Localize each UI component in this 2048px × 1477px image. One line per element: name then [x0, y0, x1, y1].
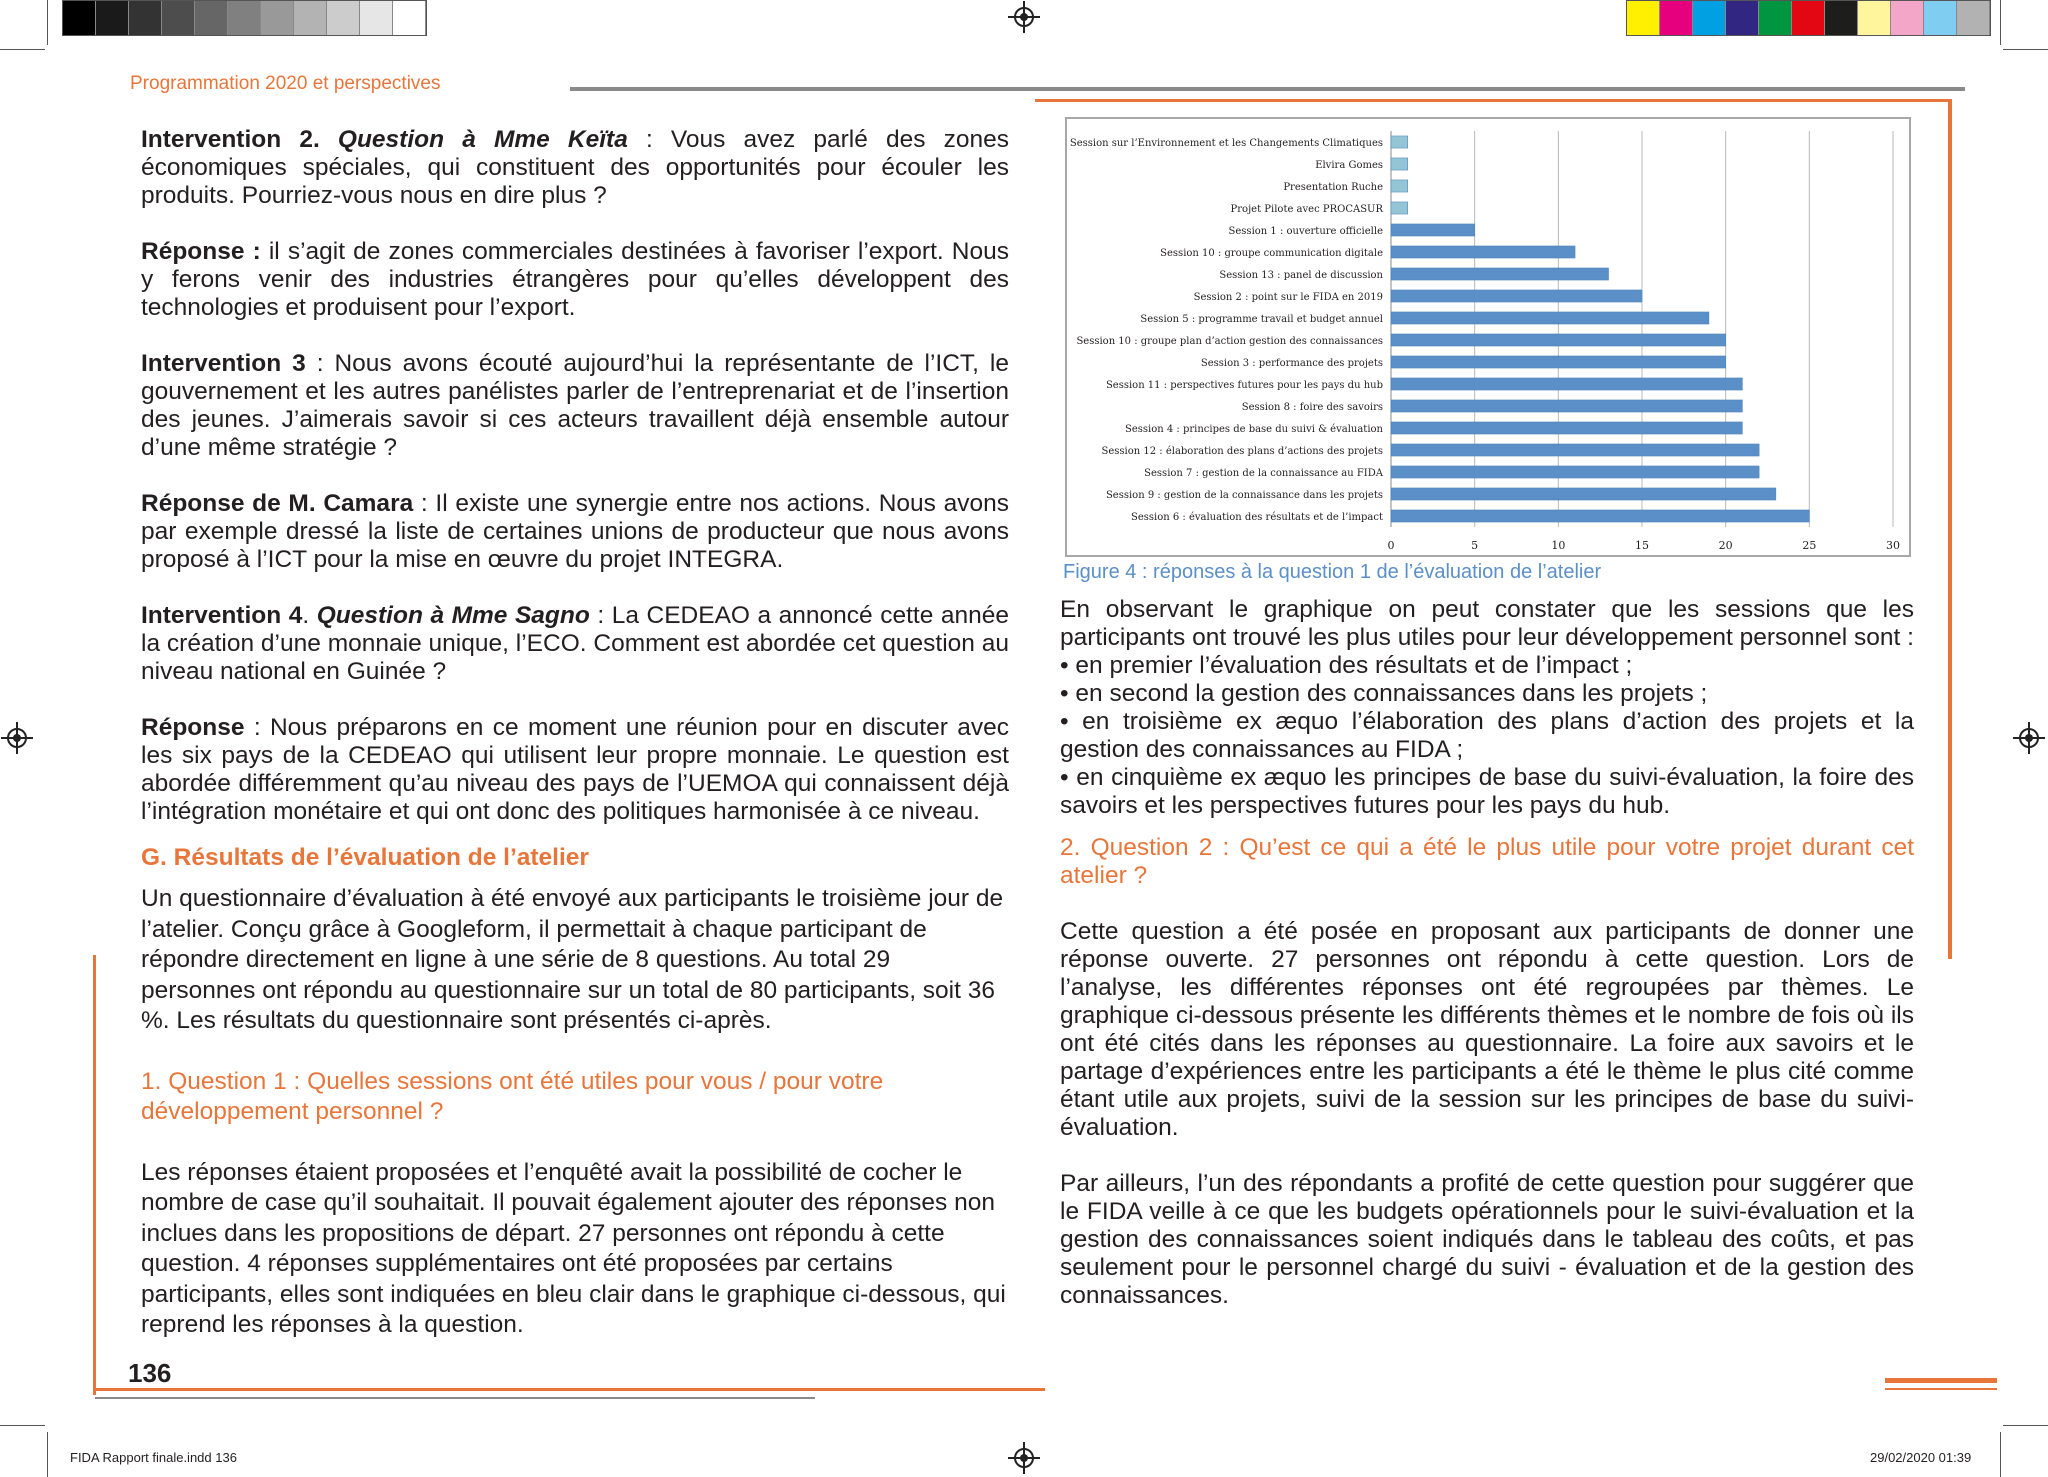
x-tick-label: 0: [1387, 539, 1395, 552]
question-2-heading: 2. Question 2 : Qu’est ce qui a été le plus utile pour votre projet durant cet atelier ?: [1060, 834, 1914, 889]
process-color-bar: [1626, 0, 1991, 36]
color-swatch: [195, 1, 228, 35]
category-label: Session 7 : gestion de la connaissance au FIDA: [1144, 468, 1383, 479]
bar: [1391, 356, 1726, 368]
category-label: Presentation Ruche: [1283, 182, 1383, 193]
category-label: Session 9 : gestion de la connaissance dans les projets: [1105, 490, 1383, 501]
paragraph-observation: En observant le graphique on peut constater que les sessions que les participants ont trouvé les plus utiles pour leur développement personnel sont :: [1060, 596, 1914, 651]
registration-mark-right: [2019, 728, 2039, 748]
color-swatch: [1660, 1, 1693, 35]
list-item: • en second la gestion des connaissances dans les projets ;: [1060, 680, 1708, 707]
crop-mark: [47, 1432, 48, 1477]
paragraph-intervention-2: Intervention 2. Question à Mme Keïta : Vous avez parlé des zones économiques spéciales, qui constituent des opportunités pour écouler les produits. Pourriez-vous nous en dire plus ?: [141, 126, 1010, 209]
x-tick-label: 20: [1718, 539, 1733, 552]
color-swatch: [393, 1, 426, 35]
bar: [1391, 158, 1408, 170]
frame-top-line: [1035, 99, 1952, 102]
category-label: Session sur l’Environnement et les Changements Climatiques: [1069, 138, 1383, 149]
bar: [1391, 136, 1408, 148]
bar: [1391, 246, 1575, 258]
bottom-rule-grey: [95, 1397, 815, 1399]
bar: [1391, 378, 1742, 390]
category-label: Session 12 : élaboration des plans d’actions des projets: [1101, 446, 1383, 457]
bar: [1391, 312, 1709, 324]
color-swatch: [1693, 1, 1726, 35]
bar: [1391, 400, 1742, 412]
running-head: Programmation 2020 et perspectives: [130, 73, 441, 94]
bar: [1391, 334, 1726, 346]
color-swatch: [1726, 1, 1759, 35]
date-slug: 29/02/2020 01:39: [1870, 1450, 1972, 1465]
crop-mark: [0, 1425, 45, 1426]
x-tick-label: 5: [1471, 539, 1479, 552]
paragraph-suggestion: Par ailleurs, l’un des répondants a profité de cette question pour suggérer que le FIDA veille à ce que les budgets opérationnels pour le suivi-évaluation et la gestion des connaissances soient indiqués dans le tableau des coûts, et pas seulement pour le personnel chargé du suivi - évaluation et de la gestion des connaissances.: [1060, 1170, 1914, 1309]
list-item: • en cinquième ex æquo les principes de base du suivi-évaluation, la foire des savoirs et les perspectives futures pour les pays du hub.: [1060, 764, 1914, 819]
x-tick-label: 25: [1802, 539, 1817, 552]
bottom-right-rule: [1885, 1378, 1997, 1383]
header-rule: [570, 87, 1965, 91]
bar: [1391, 180, 1408, 192]
color-swatch: [1627, 1, 1660, 35]
category-label: Session 10 : groupe communication digitale: [1160, 248, 1383, 259]
category-label: Session 11 : perspectives futures pour les pays du hub: [1105, 380, 1383, 391]
x-tick-label: 10: [1551, 539, 1566, 552]
page-number: 136: [128, 1358, 172, 1388]
crop-mark: [2003, 49, 2048, 50]
bar: [1391, 422, 1742, 434]
bar: [1391, 466, 1759, 478]
paragraph-questionnaire: Un questionnaire d’évaluation à été envoyé aux participants le troisième jour de l’atelier. Conçu grâce à Googleform, il permettait à chaque participant de répondre directement en ligne à une série de 8 questions. Au total 29 personnes ont répondu au questionnaire sur un total de 80 participants, soit 36 %. Les résultats du questionnaire sont présentés ci-après.: [141, 885, 1004, 1034]
bar: [1391, 290, 1642, 302]
bottom-rule: [95, 1388, 1045, 1391]
category-label: Elvira Gomes: [1315, 160, 1383, 171]
file-slug: FIDA Rapport finale.indd 136: [70, 1450, 237, 1465]
category-label: Session 2 : point sur le FIDA en 2019: [1193, 292, 1383, 303]
paragraph-reponse-2: Réponse : Nous préparons en ce moment une réunion pour en discuter avec les six pays de la CEDEAO qui utilisent leur propre monnaie. Le question est abordée différemment qu’au niveau des pays de l’UEMOA qui connaissent déjà l’intégration monétaire et qui ont donc des politiques harmonisée à ce niveau.: [141, 714, 1009, 825]
category-label: Session 13 : panel de discussion: [1219, 270, 1383, 281]
grey-color-bar: [62, 0, 427, 36]
crop-mark: [47, 0, 48, 45]
bar-chart-svg: [1067, 119, 1909, 555]
paragraph-reponses: Les réponses étaient proposées et l’enquêté avait la possibilité de cocher le nombre de case qu’il souhaitait. Il pouvait également ajouter des réponses non inclues dans les propositions de départ. 27 personnes ont répondu à cette question. 4 réponses supplémentaires ont été proposées par certains participants, elles sont indiquées en bleu clair dans le graphique ci-dessous, qui reprend les réponses à la question.: [141, 1158, 1006, 1338]
list-item: • en troisième ex æquo l’élaboration des plans d’action des projets et la gestion des connaissances au FIDA ;: [1060, 708, 1914, 763]
color-swatch: [1792, 1, 1825, 35]
color-swatch: [1891, 1, 1924, 35]
category-label: Session 10 : groupe plan d’action gestion des connaissances: [1076, 336, 1383, 347]
color-swatch: [1957, 1, 1990, 35]
frame-left-line: [93, 955, 96, 1395]
color-swatch: [1759, 1, 1792, 35]
registration-mark-left: [7, 728, 27, 748]
color-swatch: [63, 1, 96, 35]
paragraph-reponse-1: Réponse : il s’agit de zones commerciales destinées à favoriser l’export. Nous y ferons venir des industries étrangères pour qu’elles développent des technologies et produisent pour l’export.: [141, 238, 1009, 321]
crop-mark: [2000, 0, 2001, 45]
figure-caption: Figure 4 : réponses à la question 1 de l’évaluation de l’atelier: [1063, 561, 1602, 583]
right-column: [1060, 596, 1914, 1338]
x-tick-label: 15: [1635, 539, 1649, 552]
section-heading: G. Résultats de l’évaluation de l’atelier: [141, 844, 589, 871]
color-swatch: [327, 1, 360, 35]
list-item: • en premier l’évaluation des résultats et de l’impact ;: [1060, 652, 1633, 679]
bottom-right-rule-thin: [1885, 1388, 1997, 1390]
category-label: Session 3 : performance des projets: [1200, 358, 1383, 369]
color-swatch: [96, 1, 129, 35]
category-label: Projet Pilote avec PROCASUR: [1230, 204, 1383, 215]
bar: [1391, 268, 1609, 280]
question-1-heading: 1. Question 1 : Quelles sessions ont été utiles pour vous / pour votre développement personnel ?: [141, 1067, 884, 1125]
x-tick-label: 30: [1886, 539, 1900, 552]
bar: [1391, 488, 1776, 500]
color-swatch: [129, 1, 162, 35]
bar: [1391, 202, 1408, 214]
color-swatch: [1825, 1, 1858, 35]
category-label: Session 1 : ouverture officielle: [1228, 226, 1383, 237]
color-swatch: [1924, 1, 1957, 35]
bar: [1391, 510, 1809, 522]
color-swatch: [261, 1, 294, 35]
color-swatch: [294, 1, 327, 35]
crop-mark: [2000, 1432, 2001, 1477]
category-label: Session 6 : évaluation des résultats et de l’impact: [1130, 512, 1383, 523]
color-swatch: [228, 1, 261, 35]
color-swatch: [360, 1, 393, 35]
crop-mark: [2003, 1425, 2048, 1426]
crop-mark: [0, 49, 45, 50]
bar-chart: [1065, 117, 1911, 557]
color-swatch: [162, 1, 195, 35]
category-label: Session 5 : programme travail et budget annuel: [1140, 314, 1383, 325]
paragraph-reponse-camara: Réponse de M. Camara : Il existe une synergie entre nos actions. Nous avons par exemple dressé la liste de certaines unions de producteur que nous avons proposé à l’ICT pour la mise en œuvre du projet INTEGRA.: [141, 490, 1009, 573]
paragraph-intervention-3: Intervention 3 : Nous avons écouté aujourd’hui la représentante de l’ICT, le gouvernement et les autres panélistes parler de l’entreprenariat et de l’insertion des jeunes. J’aimerais savoir si ces acteurs travaillent déjà ensemble autour d’une même stratégie ?: [141, 350, 1009, 461]
category-label: Session 4 : principes de base du suivi & évaluation: [1124, 424, 1383, 435]
left-column: [141, 126, 1009, 1369]
paragraph-intervention-4: Intervention 4. Question à Mme Sagno : La CEDEAO a annoncé cette année la création d’une monnaie unique, l’ECO. Comment est abordée cet question au niveau national en Guinée ?: [141, 602, 1009, 685]
bar: [1391, 224, 1475, 236]
paragraph-question-2: Cette question a été posée en proposant aux participants de donner une réponse ouverte. 27 personnes ont répondu à cette question. Lors de l’analyse, les différentes réponses ont été regroupées par thèmes. Le graphique ci-dessous présente les différents thèmes et le nombre de fois où ils ont été cités dans les réponses au questionnaire. La foire aux savoirs et le partage d’expériences entre les participants a été le thème le plus cité comme étant utile aux projets, suivi de la session sur les principes de base du suivi-évaluation.: [1060, 918, 1914, 1141]
ranking-list: [1060, 652, 1914, 820]
frame-right-line: [1948, 99, 1952, 959]
category-label: Session 8 : foire des savoirs: [1241, 402, 1383, 413]
registration-mark-top: [1014, 7, 1034, 27]
bar: [1391, 444, 1759, 456]
registration-mark-bottom: [1014, 1448, 1034, 1468]
color-swatch: [1858, 1, 1891, 35]
